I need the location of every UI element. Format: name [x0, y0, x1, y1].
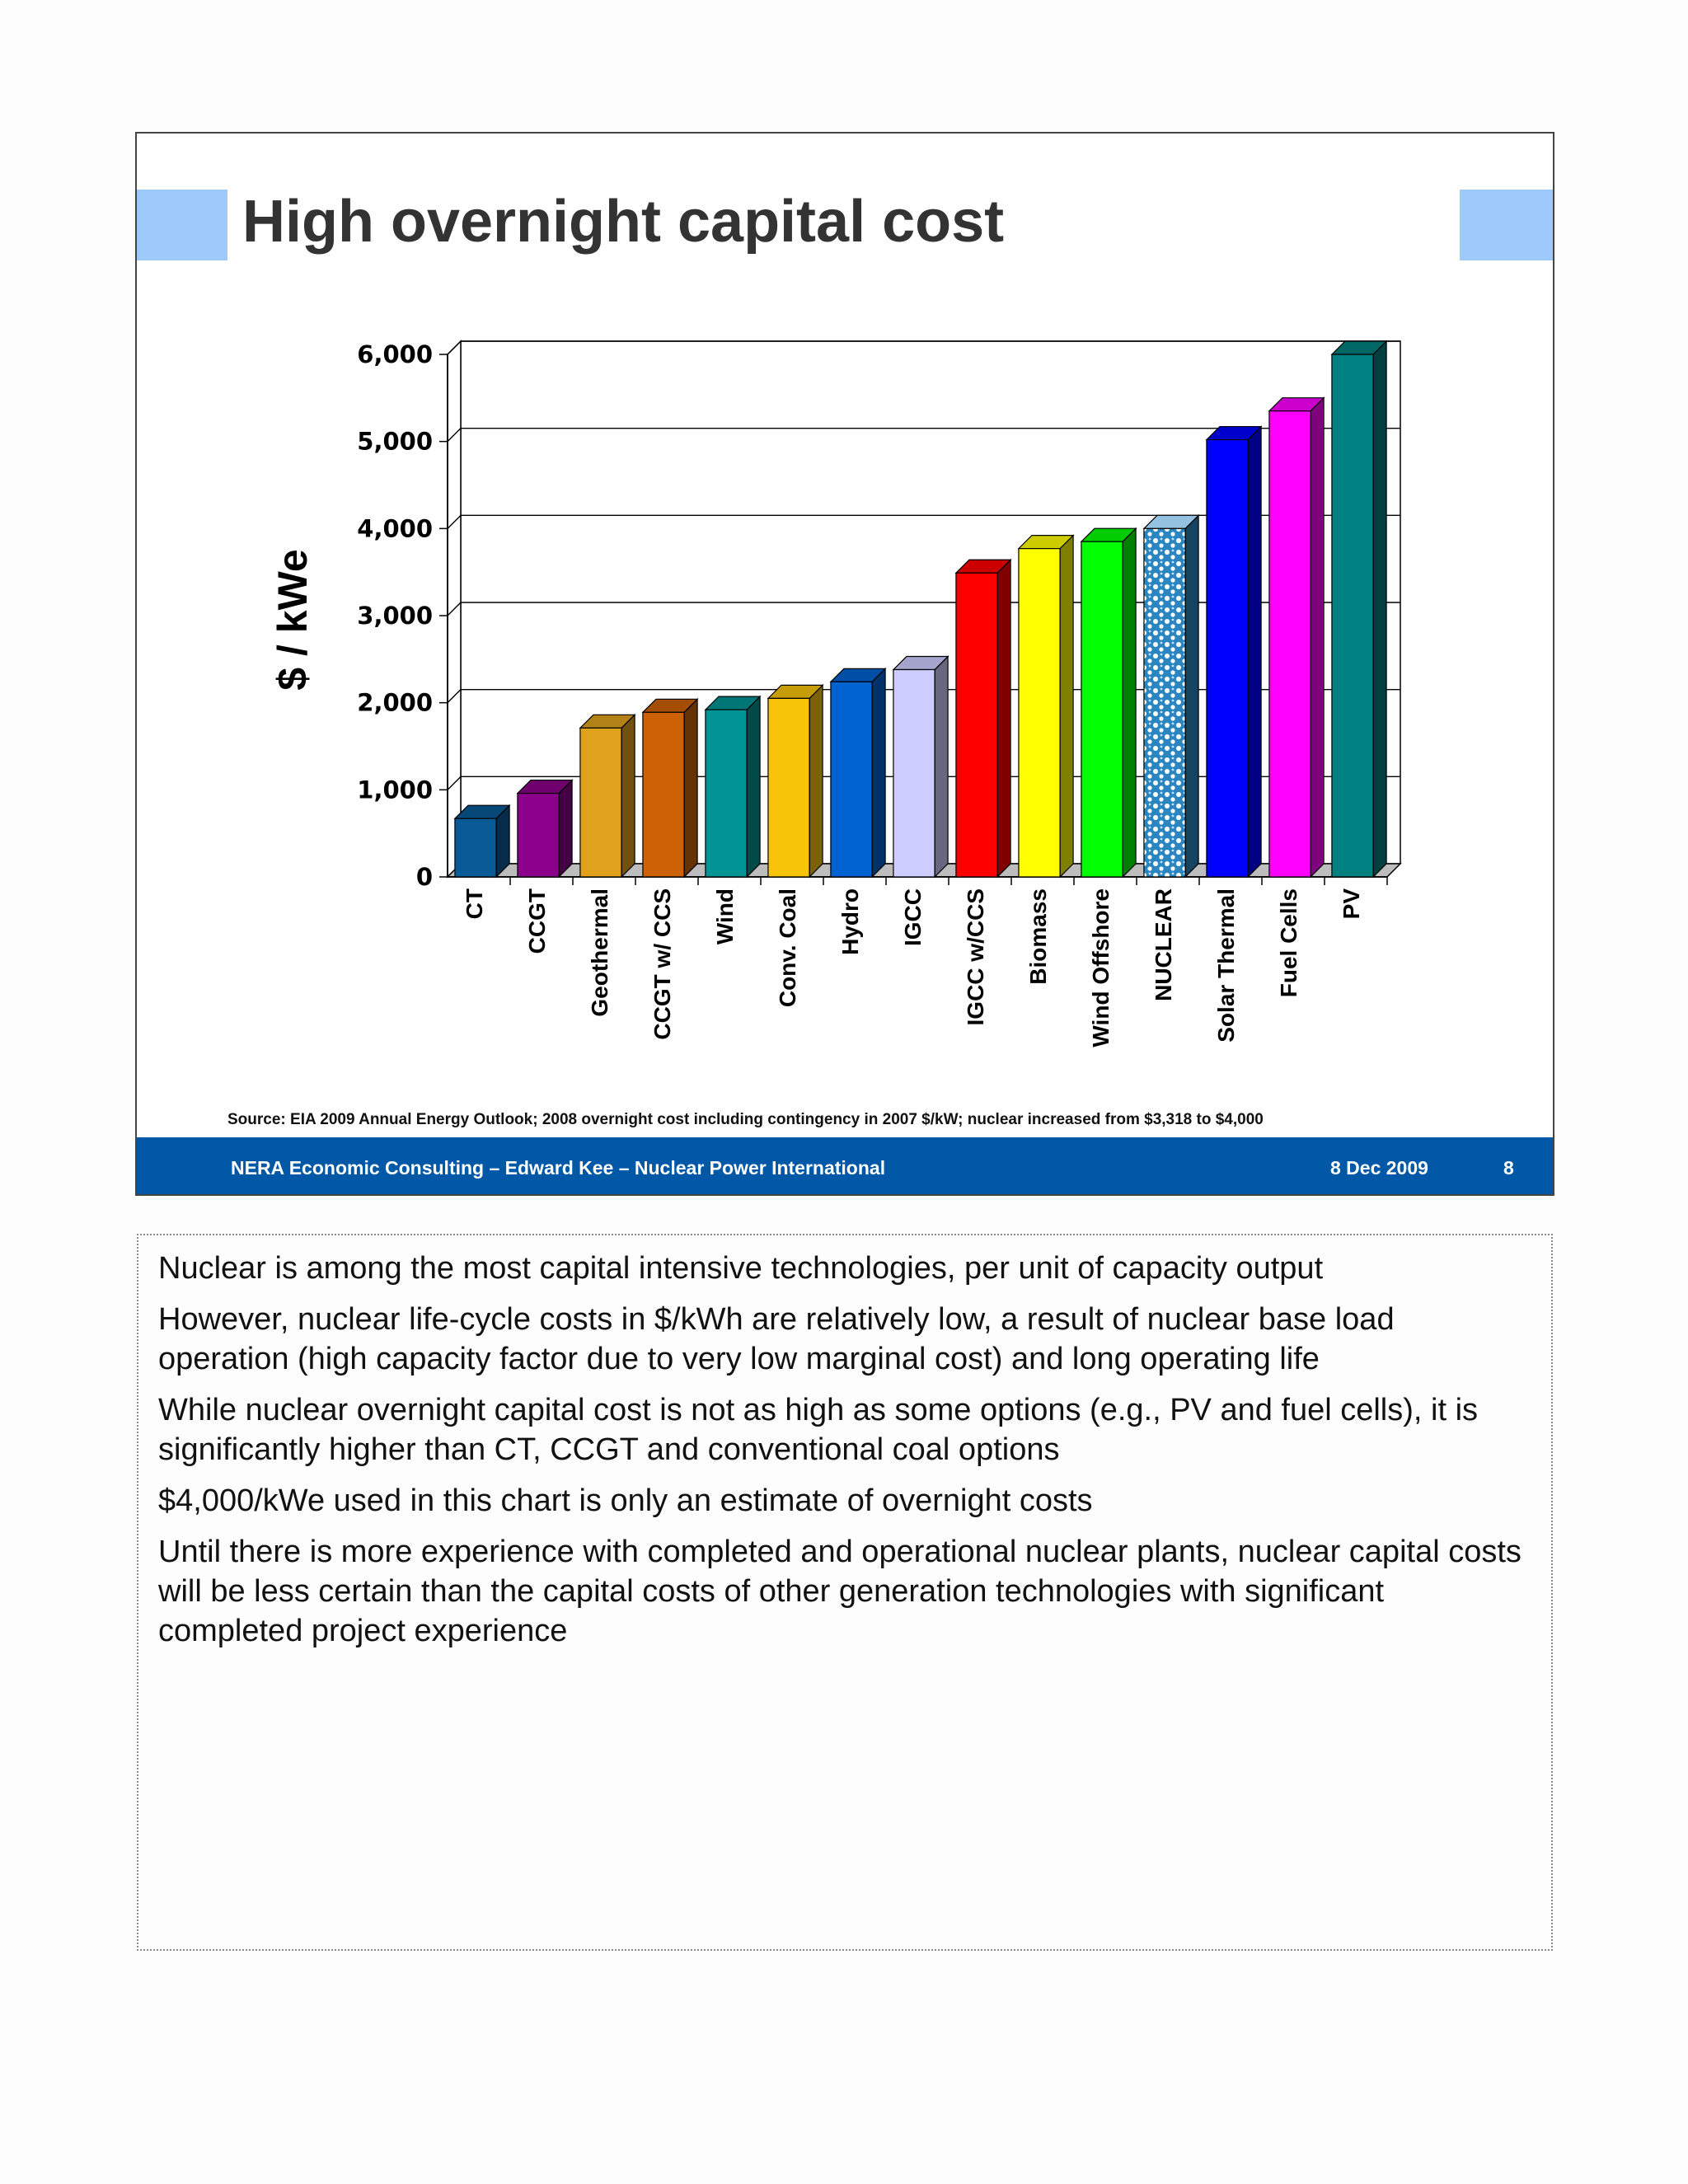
bar-side: [809, 685, 823, 877]
note-line: Until there is more experience with completed and operational nuclear plants, nuclear capital costs will be less certain than the capital costs of other generation technologies with significant completed project experience: [158, 1535, 1522, 1648]
slide-title: High overnight capital cost: [242, 189, 1005, 255]
source-note: Source: EIA 2009 Annual Energy Outlook; 2008 overnight cost including contingency in 2007 $/kW; nuclear increased from $3,318 to $4,000: [227, 1111, 1264, 1128]
bar-front: [1269, 411, 1311, 877]
x-tick-label: Wind Offshore: [1088, 888, 1114, 1047]
y-tick-label: 1,000: [357, 776, 433, 804]
x-tick-label: Fuel Cells: [1276, 888, 1301, 998]
bar-pv: [1332, 341, 1386, 877]
bar-front: [1207, 440, 1248, 877]
bar-side: [1060, 536, 1073, 877]
bar-side: [1373, 341, 1386, 877]
bar-side: [935, 657, 948, 877]
bar-front: [455, 818, 496, 877]
footer-date: 8 Dec 2009: [1330, 1157, 1428, 1179]
bar-side: [1185, 515, 1198, 877]
bar-ccgt-w-ccs: [643, 699, 697, 877]
x-tick-label: IGCC: [900, 888, 926, 946]
note-line: However, nuclear life-cycle costs in $/kWh are relatively low, a result of nuclear base load operation (high capacity factor due to very low marginal cost) and long operating life: [158, 1302, 1395, 1376]
bar-front: [1332, 354, 1373, 877]
x-tick-label: PV: [1339, 888, 1364, 920]
bar-side: [684, 699, 697, 877]
y-tick-label: 6,000: [357, 340, 433, 368]
footer-credit: NERA Economic Consulting – Edward Kee – Nuclear Power International: [231, 1157, 886, 1179]
bar-side: [997, 560, 1010, 877]
bar-hydro: [831, 668, 885, 877]
x-tick-label: Geothermal: [587, 888, 612, 1017]
y-axis-label: $ / kWe: [270, 549, 316, 691]
bar-fuel-cells: [1269, 398, 1324, 877]
bar-igcc: [893, 657, 948, 877]
x-tick-label: CCGT w/ CCS: [649, 888, 675, 1040]
bar-nuclear: [1144, 515, 1198, 877]
bar-front: [706, 710, 747, 877]
bar-chart: [137, 134, 1554, 1131]
x-tick-label: CCGT: [524, 888, 550, 954]
bar-side: [747, 696, 760, 877]
bar-side: [1311, 398, 1324, 877]
bar-front: [1081, 541, 1123, 877]
note-line: While nuclear overnight capital cost is not as high as some options (e.g., PV and fuel cells), it is significantly higher than CT, CCGT and conventional coal options: [158, 1393, 1479, 1467]
y-tick-label: 0: [415, 863, 433, 891]
bar-side: [1248, 427, 1261, 877]
bar-biomass: [1019, 536, 1073, 877]
y-tick-label: 3,000: [357, 602, 433, 630]
bar-front: [580, 728, 621, 877]
y-tick-label: 5,000: [357, 427, 433, 456]
bar-ct: [455, 805, 509, 877]
bar-front: [518, 794, 559, 877]
bar-side: [1123, 528, 1136, 877]
label-layer: [462, 888, 1364, 1047]
bar-side: [559, 780, 572, 877]
bar-front: [956, 573, 997, 877]
x-tick-label: CT: [462, 888, 487, 920]
x-tick-label: Hydro: [837, 888, 863, 955]
y-tick-label: 2,000: [357, 688, 433, 717]
bar-wind: [706, 696, 760, 877]
bar-side: [872, 668, 885, 877]
note-line: $4,000/kWe used in this chart is only an estimate of overnight costs: [158, 1483, 1093, 1518]
x-tick-label: Wind: [712, 888, 738, 945]
x-tick-label: Solar Thermal: [1213, 888, 1239, 1043]
speaker-notes: [137, 1234, 1553, 1951]
bar-geothermal: [580, 715, 635, 877]
x-tick-label: Conv. Coal: [775, 888, 800, 1008]
bar-side: [621, 715, 635, 877]
x-tick-label: Biomass: [1025, 888, 1051, 985]
bar-front: [831, 682, 872, 877]
footer-bar: [137, 1137, 1553, 1196]
slide: [135, 132, 1554, 1196]
bar-wind-offshore: [1081, 528, 1136, 877]
bar-igcc-w-ccs: [956, 560, 1010, 877]
x-tick-label: IGCC w/CCS: [963, 888, 988, 1026]
footer-page-number: 8: [1503, 1157, 1514, 1179]
x-tick-label: NUCLEAR: [1151, 888, 1176, 1001]
y-tick-label: 4,000: [357, 514, 433, 543]
bar-front: [768, 698, 809, 877]
bar-front: [1144, 528, 1185, 877]
bar-front: [643, 712, 684, 877]
bar-front: [1019, 549, 1060, 877]
bar-solar-thermal: [1207, 427, 1261, 877]
bar-front: [893, 670, 935, 877]
note-line: Nuclear is among the most capital intensive technologies, per unit of capacity output: [158, 1251, 1324, 1286]
bar-conv-coal: [768, 685, 823, 877]
bar-ccgt: [518, 780, 572, 877]
